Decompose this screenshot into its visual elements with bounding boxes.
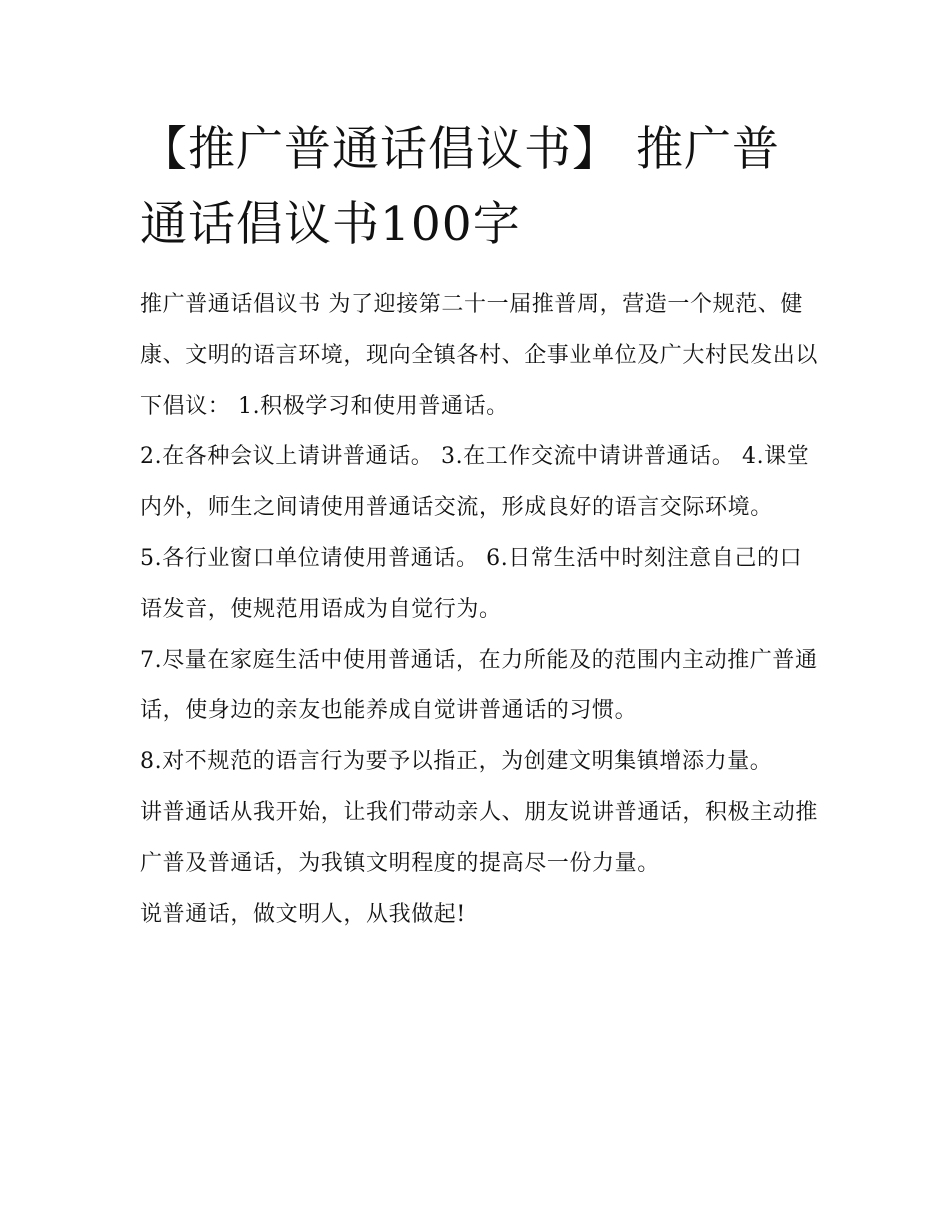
paragraph-items-5-6: 5.各行业窗口单位请使用普通话。 6.日常生活中时刻注意自己的口语发音，使规范用语成为自觉行为。: [140, 545, 803, 622]
paragraph-item-7: 7.尽量在家庭生活中使用普通话，在力所能及的范围内主动推广普通话，使身边的亲友也能养成自觉讲普通话的习惯。: [140, 647, 818, 724]
paragraph-items-2-4: 2.在各种会议上请讲普通话。 3.在工作交流中请讲普通话。 4.课堂内外，师生之间请使用普通话交流，形成良好的语言交际环境。: [140, 444, 810, 521]
document-title: 【推广普通话倡议书】 推广普通话倡议书100字: [140, 122, 780, 252]
document-page: [140, 112, 820, 940]
paragraph-slogan: 说普通话，做文明人，从我做起!: [140, 901, 466, 927]
paragraph-intro: 推广普通话倡议书 为了迎接第二十一届推普周，营造一个规范、健康、文明的语言环境，现向全镇各村、企事业单位及广大村民发出以下倡议： 1.积极学习和使用普通话。: [140, 292, 819, 419]
paragraph-item-8: 8.对不规范的语言行为要予以指正，为创建文明集镇增添力量。: [140, 749, 773, 775]
document-body: [140, 280, 820, 940]
paragraph-call-to-action: 讲普通话从我开始，让我们带动亲人、朋友说讲普通话，积极主动推广普及普通话，为我镇文明程度的提高尽一份力量。: [140, 799, 819, 876]
